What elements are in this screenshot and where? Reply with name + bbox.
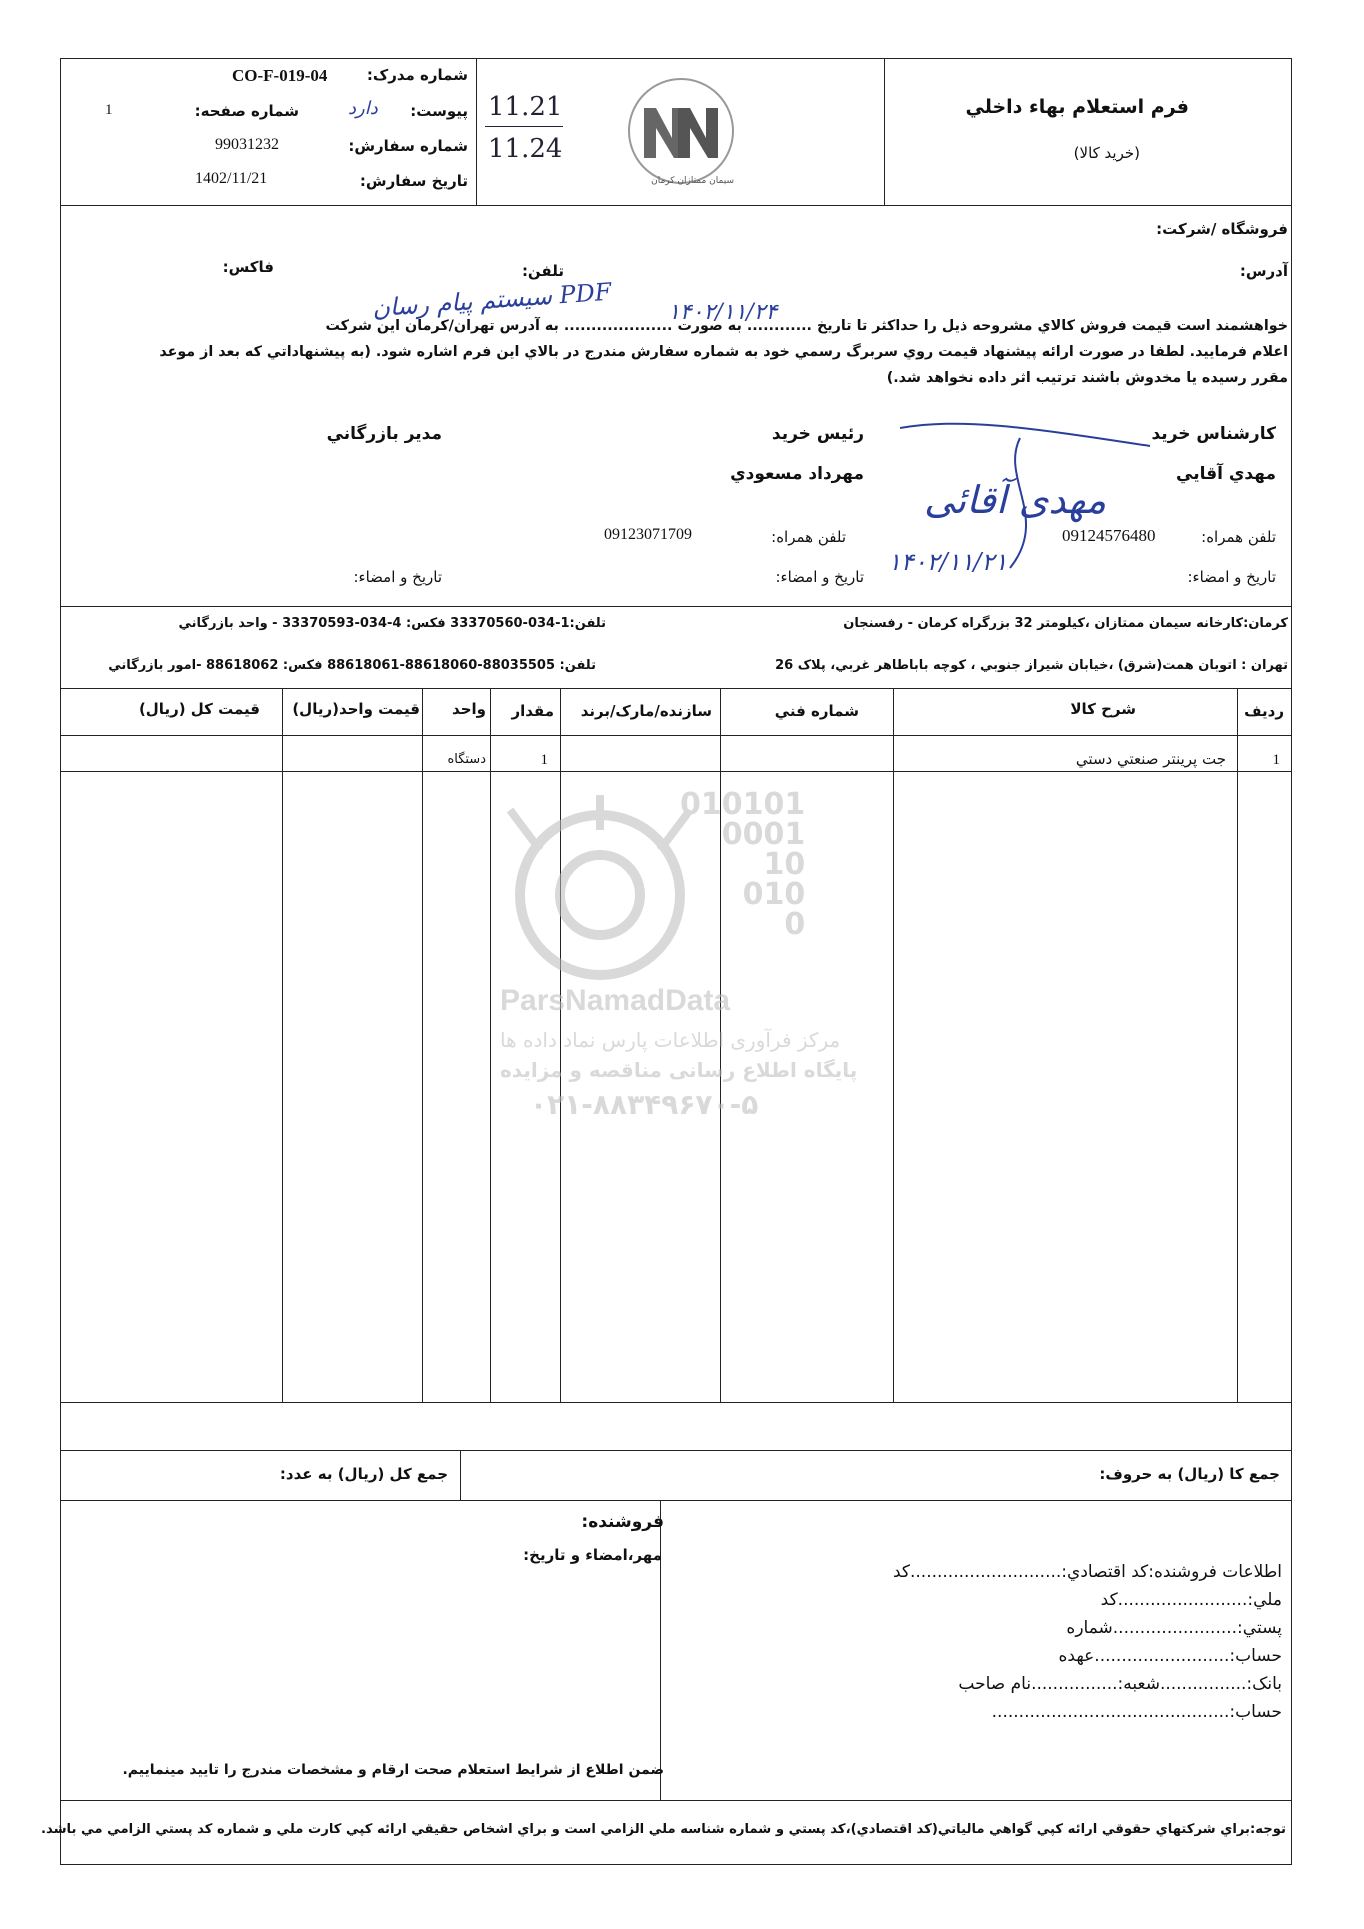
phone-label: تلفن: xyxy=(521,262,564,280)
signature-scribble xyxy=(900,408,1160,588)
table-cell-unit: دستگاه xyxy=(447,752,486,767)
expert-sign-label: تاريخ و امضاء: xyxy=(1187,568,1276,586)
order-date-label: تاريخ سفارش: xyxy=(359,172,468,190)
seller-info-line: اطلاعات فروشنده:کد اقتصادي:............................کد xyxy=(892,1562,1282,1582)
seller-info-line: بانک:................شعبه:................نام صاحب xyxy=(958,1674,1282,1694)
order-number-label: شماره سفارش: xyxy=(348,137,468,155)
kerman-contact: تلفن:1-034-33370560 فکس: 4-034-33370593 - واحد بازرگاني xyxy=(178,616,606,631)
header-divider-left xyxy=(476,58,477,205)
total-number-label: جمع کل (ريال) به عدد: xyxy=(279,1465,448,1483)
watermark-brand: ParsNamadData xyxy=(500,984,731,1017)
order-number-value: 99031232 xyxy=(215,136,279,153)
request-line-2: اعلام فرماييد. لطفا در صورت ارائه پيشنهاد قيمت روي سربرگ رسمي خود به شماره سفارش مندرج در بالاي اين فرم اشاره شود. (به پيشنهاداتي که بعد از موعد xyxy=(159,344,1288,360)
table-header-bottom-line xyxy=(60,735,1292,736)
manager-sign-label: تاريخ و امضاء: xyxy=(353,568,442,586)
table-header-cell: واحد xyxy=(452,700,486,718)
table-header-cell: قيمت کل (ريال) xyxy=(138,700,260,718)
address-label: آدرس: xyxy=(1239,262,1288,280)
header-bottom-line xyxy=(60,205,1292,206)
expert-name: مهدي آقايي xyxy=(1176,464,1276,484)
form-title: فرم استعلام بهاء داخلي xyxy=(965,96,1189,118)
table-header-cell: سازنده/مارک/برند xyxy=(580,702,712,720)
watermark-line-2: پایگاه اطلاع رسانی مناقصه و مزایده xyxy=(500,1058,858,1082)
kerman-address: کرمان:کارخانه سيمان ممتازان ،کيلومتر 32 بزرگراه کرمان - رفسنجان xyxy=(843,616,1288,631)
table-cell-quantity: 1 xyxy=(540,752,548,768)
table-cell-row-number: 1 xyxy=(1272,752,1280,768)
form-subtitle: (خريد کالا) xyxy=(1073,144,1140,162)
totals-top-line xyxy=(60,1450,1292,1451)
tehran-address: تهران : اتوبان همت(شرق) ،خيابان شيراز جنوبي ، کوچه باباطاهر غربي، پلاک 26 xyxy=(775,658,1288,673)
col-divider xyxy=(1237,688,1238,1402)
seller-confirm: ضمن اطلاع از شرايط استعلام صحت ارقام و مشخصات مندرج را تاييد مينماييم. xyxy=(122,1762,664,1778)
seller-stamp-label: مهر،امضاء و تاريخ: xyxy=(523,1546,662,1564)
head-sign-label: تاريخ و امضاء: xyxy=(775,568,864,586)
handwritten-deadline: ۱۴۰۲/۱۱/۲۴ xyxy=(668,300,778,325)
expert-title: کارشناس خريد xyxy=(1151,424,1276,444)
table-row-1-bottom xyxy=(60,771,1292,772)
totals-divider xyxy=(460,1450,461,1500)
head-title: رئيس خريد xyxy=(771,424,864,444)
footer-note: توجه:براي شرکتهاي حقوقي ارائه کپي گواهي مالياتي(کد اقتصادي)،کد پستي و شماره شناسه ملي الزامي است و براي اشخاص حقيقي ارائه کپي کارت ملي و شماره کد پستي الزامي مي باشد. xyxy=(40,1822,1286,1837)
manager-title: مدير بازرگاني xyxy=(326,424,442,444)
seller-info-line: حساب:.........................عهده xyxy=(1058,1646,1282,1666)
table-header-cell: شماره فني xyxy=(774,702,859,720)
shop-label: فروشگاه /شرکت: xyxy=(1156,220,1288,238)
table-header-cell: شرح کالا xyxy=(1070,700,1136,718)
col-divider xyxy=(282,688,283,1402)
attachment-value: دارد xyxy=(348,98,378,119)
table-header-cell: رديف xyxy=(1244,702,1284,720)
seller-info-line: پستي:.......................شماره xyxy=(1066,1618,1282,1638)
seller-info-line: حساب:............................................ xyxy=(991,1702,1282,1722)
header-divider-right xyxy=(884,58,885,205)
watermark xyxy=(480,787,900,1130)
attachment-label: پيوست: xyxy=(410,102,468,120)
expert-phone: 09124576480 xyxy=(1062,526,1156,545)
tehran-contact: تلفن: 88035505-88618060-88618061 فکس: 88618062 -امور بازرگاني xyxy=(108,658,596,673)
doc-number-label: شماره مدرک: xyxy=(366,66,468,84)
seller-info-line: ملي:........................کد xyxy=(1100,1590,1282,1610)
table-top-line xyxy=(60,688,1292,689)
logo-caption: سیمان ممتازان کرمان xyxy=(651,176,734,186)
total-words-label: جمع کا (ريال) به حروف: xyxy=(1099,1465,1280,1483)
table-cell-description: جت پرينتر صنعتي دستي xyxy=(1075,750,1226,768)
order-date-value: 1402/11/21 xyxy=(195,170,268,187)
page-number-label: شماره صفحه: xyxy=(194,102,299,120)
request-line-3: مقرر رسيده يا مخدوش باشند ترتيب اثر داده نخواهد شد.) xyxy=(886,370,1288,386)
watermark-line-1: مرکز فرآوری اطلاعات پارس نماد داده ها xyxy=(500,1028,841,1052)
addresses-top-line xyxy=(60,606,1292,607)
company-logo xyxy=(622,72,740,190)
handwritten-method: PDF سیستم پیام رسان xyxy=(371,277,613,323)
watermark-digits: 010101 0001 10 010 0 xyxy=(680,787,806,942)
table-bottom-line xyxy=(60,1402,1292,1403)
handwritten-date-divider xyxy=(485,126,563,127)
col-divider xyxy=(422,688,423,1402)
handwritten-date-1: 11.21 xyxy=(488,92,563,122)
page-number-value: 1 xyxy=(105,102,113,118)
head-name: مهرداد مسعودي xyxy=(730,464,864,484)
watermark-phone: ۰۲۱-۸۸۳۴۹۶۷۰-۵ xyxy=(530,1088,759,1121)
head-phone-label: تلفن همراه: xyxy=(771,528,846,546)
expert-signature: مهدی آقائی xyxy=(924,478,1107,522)
expert-signature-date: ۱۴۰۲/۱۱/۲۱ xyxy=(888,548,1008,576)
fax-label: فاكس: xyxy=(222,258,274,276)
expert-phone-label: تلفن همراه: xyxy=(1201,528,1276,546)
handwritten-date-2: 11.24 xyxy=(488,134,563,164)
request-line-1: خواهشمند است قيمت فروش کالاي مشروحه ذيل را حداکثر تا تاريخ ............ به صورت .................... به آدرس تهران/کرمان اين شرکت xyxy=(325,318,1288,334)
footer-top-line xyxy=(60,1800,1292,1801)
seller-title: فروشنده: xyxy=(581,1512,664,1532)
table-header-cell: قيمت واحد(ريال) xyxy=(292,700,420,718)
seller-divider xyxy=(660,1500,661,1800)
doc-number-value: CO-F-019-04 xyxy=(232,66,328,85)
head-phone: 09123071709 xyxy=(604,526,692,543)
totals-bottom-line xyxy=(60,1500,1292,1501)
table-header-cell: مقدار xyxy=(511,702,554,720)
